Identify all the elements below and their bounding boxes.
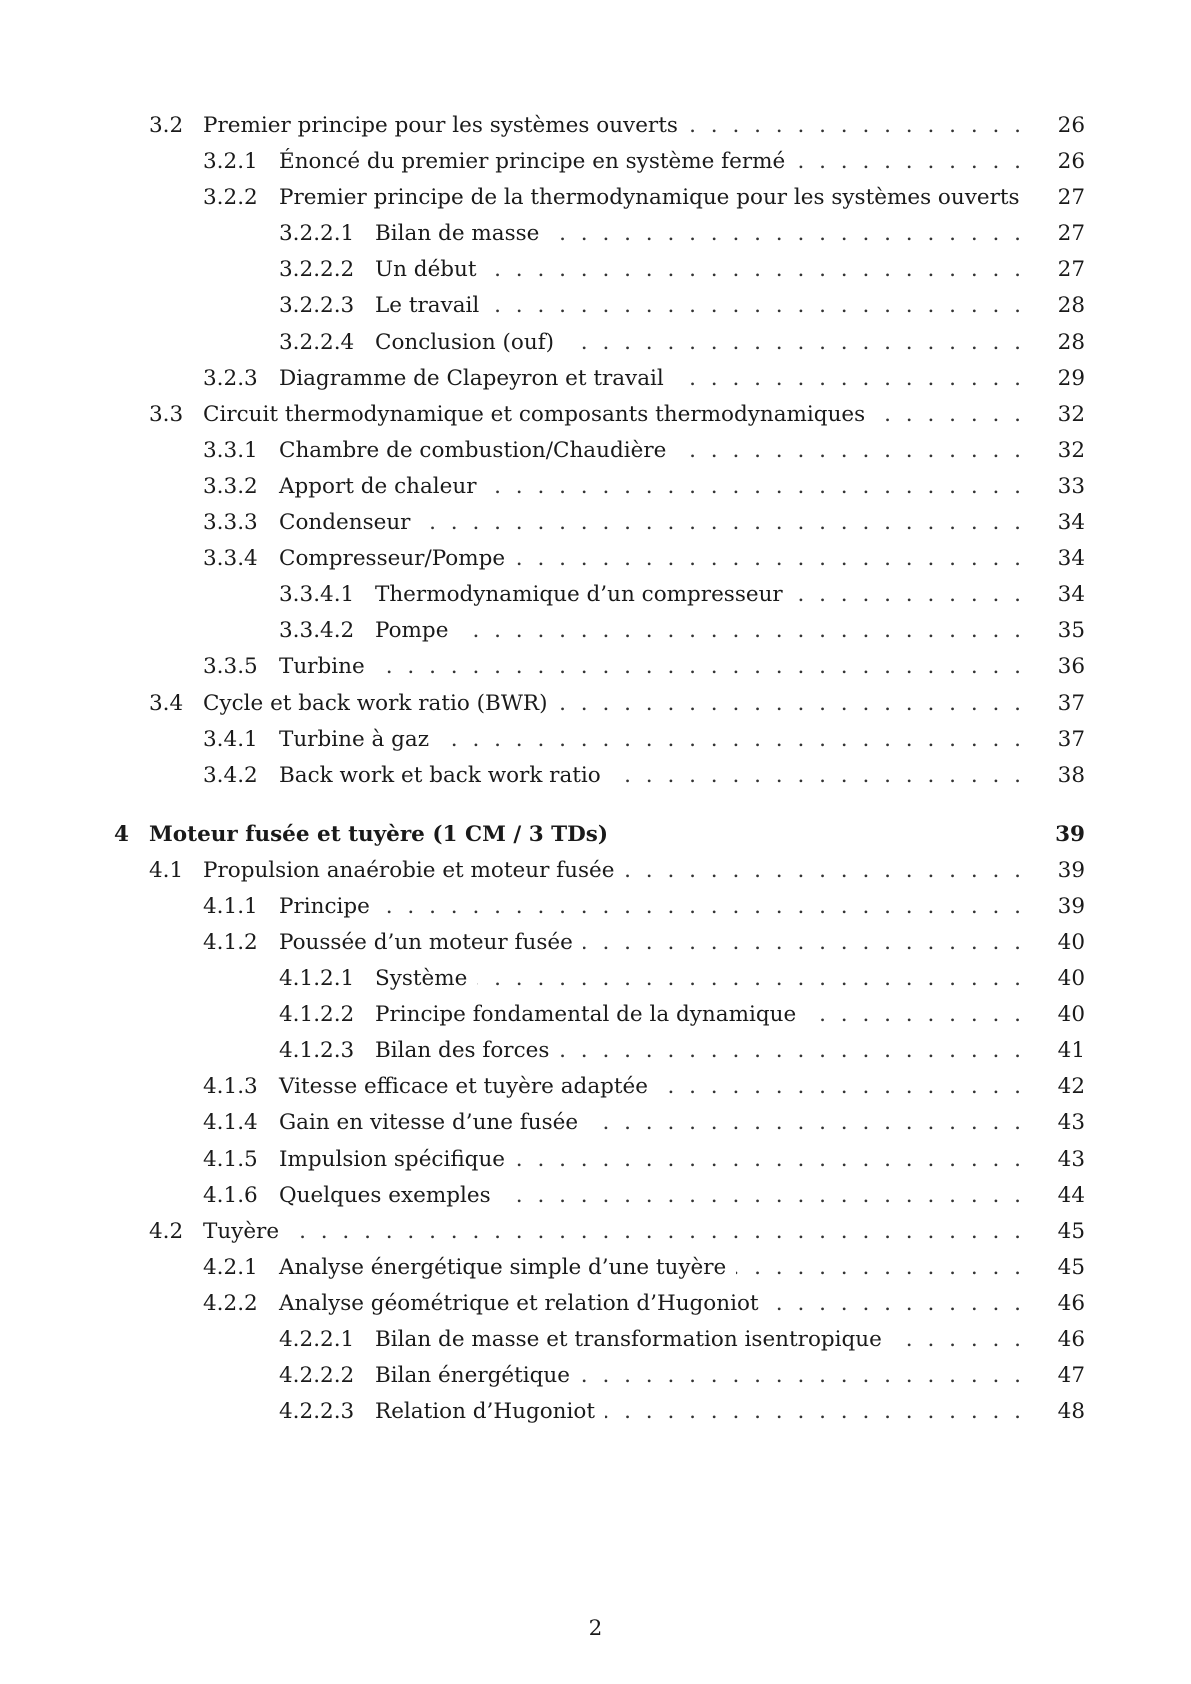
toc-dot-leader (375, 649, 1021, 685)
toc-entry-page: 26 (1045, 108, 1085, 144)
toc-entry[interactable] (0, 997, 1191, 1033)
toc-entry[interactable] (0, 1358, 1191, 1394)
toc-entry-page: 40 (1045, 961, 1085, 997)
toc-dot-leader (605, 1394, 1021, 1430)
toc-entry-page: 34 (1045, 541, 1085, 577)
toc-entry-title: Cycle et back work ratio (BWR) (203, 686, 554, 722)
toc-dot-leader (549, 216, 1021, 252)
toc-dot-leader (875, 397, 1021, 433)
toc-entry[interactable] (0, 325, 1191, 361)
toc-entry-number: 4.2.1 (203, 1254, 258, 1280)
toc-entry-page: 27 (1045, 180, 1085, 216)
toc-dot-leader (769, 1286, 1021, 1322)
toc-entry-page: 40 (1045, 925, 1085, 961)
toc-dot-leader (892, 1322, 1021, 1358)
toc-entry-title: Back work et back work ratio (279, 758, 607, 794)
toc-dot-leader (674, 361, 1021, 397)
toc-entry[interactable] (0, 397, 1191, 433)
toc-entry-title: Analyse géométrique et relation d’Hugoniot (279, 1286, 765, 1322)
toc-entry-number: 3.4.2 (203, 762, 258, 788)
toc-entry-title: Pompe (375, 613, 454, 649)
toc-entry-page: 35 (1045, 613, 1085, 649)
toc-entry-page: 42 (1045, 1069, 1085, 1105)
toc-entry-number: 4.1.1 (203, 893, 258, 919)
toc-entry-title: Conclusion (ouf) (375, 325, 560, 361)
toc-entry[interactable] (0, 925, 1191, 961)
toc-entry-page: 47 (1045, 1358, 1085, 1394)
toc-entry[interactable] (0, 1142, 1191, 1178)
toc-entry-number: 4.1.4 (203, 1110, 258, 1136)
toc-entry-number: 3.2.2.1 (279, 221, 355, 247)
toc-entry-number: 4.1.6 (203, 1182, 258, 1208)
toc-entry[interactable] (0, 577, 1191, 613)
toc-entry-page: 37 (1045, 686, 1085, 722)
toc-entry[interactable] (0, 722, 1191, 758)
toc-dot-leader (289, 1214, 1021, 1250)
toc-entry-page: 34 (1045, 505, 1085, 541)
toc-entry-number: 4.1.2 (203, 929, 258, 955)
toc-entry[interactable] (0, 816, 1191, 853)
toc-entry-page: 39 (1045, 889, 1085, 925)
toc-entry-number: 3.2.2.2 (279, 257, 355, 283)
toc-dot-leader (487, 252, 1021, 288)
toc-entry-number: 3.2.2 (203, 185, 258, 211)
toc-dot-leader (793, 577, 1021, 613)
toc-dot-leader (624, 853, 1021, 889)
toc-entry-number: 4.1.2.3 (279, 1038, 355, 1064)
toc-entry-title: Relation d’Hugoniot (375, 1394, 601, 1430)
toc-entry-title: Un début (375, 252, 483, 288)
toc-entry-page: 39 (1045, 816, 1085, 853)
toc-entry-title: Moteur fusée et tuyère (1 CM / 3 TDs) (149, 816, 614, 853)
toc-entry-number: 4.2.2.2 (279, 1363, 355, 1389)
toc-entry-page: 26 (1045, 144, 1085, 180)
page-number: 2 (588, 1616, 603, 1641)
toc-entry-number: 3.2.2.4 (279, 329, 355, 355)
toc-entry-page: 46 (1045, 1322, 1085, 1358)
toc-entry-page: 29 (1045, 361, 1085, 397)
toc-entry-title: Condenseur (279, 505, 416, 541)
toc-entry[interactable] (0, 505, 1191, 541)
toc-entry[interactable] (0, 1286, 1191, 1322)
toc-dot-leader (439, 722, 1021, 758)
toc-dot-leader (795, 144, 1021, 180)
toc-entry-number: 3.2.1 (203, 149, 258, 175)
toc-dot-leader (588, 1105, 1021, 1141)
toc-dot-leader (558, 686, 1021, 722)
toc-entry-page: 33 (1045, 469, 1085, 505)
toc-entry-title: Propulsion anaérobie et moteur fusée (203, 853, 620, 889)
toc-entry[interactable] (0, 288, 1191, 324)
toc-entry-page: 28 (1045, 325, 1085, 361)
toc-entry-number: 4.1.3 (203, 1074, 258, 1100)
toc-entry-title: Apport de chaleur (279, 469, 483, 505)
toc-entry[interactable] (0, 1105, 1191, 1141)
table-of-contents (0, 108, 1191, 1430)
toc-entry-page: 34 (1045, 577, 1085, 613)
toc-entry-title: Turbine à gaz (279, 722, 435, 758)
toc-entry[interactable] (0, 144, 1191, 180)
toc-dot-leader (515, 1142, 1021, 1178)
toc-entry-title: Vitesse efficace et tuyère adaptée (279, 1069, 654, 1105)
toc-entry-page: 46 (1045, 1286, 1085, 1322)
toc-entry-title: Impulsion spécifique (279, 1142, 511, 1178)
toc-dot-leader (477, 961, 1021, 997)
toc-entry-page: 32 (1045, 433, 1085, 469)
toc-entry-number: 3.2.2.3 (279, 293, 355, 319)
toc-entry-number: 4 (114, 821, 129, 847)
toc-dot-leader (676, 433, 1021, 469)
toc-entry-number: 3.2 (149, 113, 184, 138)
toc-entry[interactable] (0, 853, 1191, 889)
toc-entry-title: Principe (279, 889, 376, 925)
toc-dot-leader (489, 288, 1021, 324)
toc-entry[interactable] (0, 180, 1191, 216)
toc-entry-page: 41 (1045, 1033, 1085, 1069)
toc-entry[interactable] (0, 1069, 1191, 1105)
toc-entry[interactable] (0, 433, 1191, 469)
toc-entry-page: 43 (1045, 1105, 1085, 1141)
toc-entry-number: 4.1.5 (203, 1146, 258, 1172)
toc-entry-number: 4.2.2.3 (279, 1399, 355, 1425)
toc-entry-number: 3.3.1 (203, 437, 258, 463)
toc-dot-leader (564, 325, 1021, 361)
toc-entry[interactable] (0, 252, 1191, 288)
toc-entry-number: 3.3.5 (203, 654, 258, 680)
toc-dot-leader (736, 1250, 1021, 1286)
toc-entry-title: Poussée d’un moteur fusée (279, 925, 579, 961)
toc-entry-title: Premier principe pour les systèmes ouverts (203, 108, 684, 144)
toc-entry-number: 4.2.2 (203, 1290, 258, 1316)
toc-entry-title: Turbine (279, 649, 371, 685)
toc-entry-number: 3.3 (149, 401, 184, 427)
toc-entry-title: Le travail (375, 288, 485, 324)
toc-entry-page: 32 (1045, 397, 1085, 433)
toc-entry-page: 37 (1045, 722, 1085, 758)
toc-entry-title: Premier principe de la thermodynamique pour les systèmes ouverts (279, 180, 1026, 216)
toc-entry-title: Quelques exemples (279, 1178, 497, 1214)
toc-dot-leader (380, 889, 1021, 925)
toc-entry[interactable] (0, 541, 1191, 577)
toc-entry[interactable] (0, 649, 1191, 685)
toc-entry[interactable] (0, 613, 1191, 649)
toc-entry-page: 45 (1045, 1250, 1085, 1286)
toc-dot-leader (806, 997, 1021, 1033)
toc-entry[interactable] (0, 1394, 1191, 1430)
toc-entry-title: Analyse énergétique simple d’une tuyère (279, 1250, 732, 1286)
toc-dot-leader (420, 505, 1021, 541)
toc-entry-title: Bilan énergétique (375, 1358, 576, 1394)
toc-entry[interactable] (0, 469, 1191, 505)
toc-entry-title: Diagramme de Clapeyron et travail (279, 361, 670, 397)
toc-entry-page: 28 (1045, 288, 1085, 324)
toc-entry[interactable] (0, 1322, 1191, 1358)
toc-entry-number: 4.1.2.1 (279, 966, 355, 992)
toc-entry-title: Chambre de combustion/Chaudière (279, 433, 672, 469)
toc-entry-number: 4.2.2.1 (279, 1327, 355, 1352)
toc-entry-page: 43 (1045, 1142, 1085, 1178)
toc-entry[interactable] (0, 758, 1191, 794)
toc-dot-leader (559, 1033, 1021, 1069)
toc-entry-title: Bilan des forces (375, 1033, 555, 1069)
toc-dot-leader (515, 541, 1021, 577)
toc-entry-title: Principe fondamental de la dynamique (375, 997, 802, 1033)
toc-entry-page: 39 (1045, 853, 1085, 889)
toc-entry-page: 40 (1045, 997, 1085, 1033)
toc-entry-number: 3.3.4 (203, 546, 258, 572)
toc-entry-title: Bilan de masse et transformation isentropique (375, 1322, 888, 1358)
toc-entry-page: 48 (1045, 1394, 1085, 1430)
toc-entry-page: 36 (1045, 649, 1085, 685)
toc-entry-number: 4.1.2.2 (279, 1002, 355, 1028)
toc-entry-title: Thermodynamique d’un compresseur (375, 577, 789, 613)
toc-entry-title: Compresseur/Pompe (279, 541, 511, 577)
toc-entry[interactable] (0, 889, 1191, 925)
toc-entry[interactable] (0, 216, 1191, 252)
toc-dot-leader (580, 1358, 1021, 1394)
toc-entry[interactable] (0, 361, 1191, 397)
toc-entry-page: 45 (1045, 1214, 1085, 1250)
toc-entry-title: Tuyère (203, 1214, 285, 1250)
toc-entry[interactable] (0, 686, 1191, 722)
toc-entry-title: Gain en vitesse d’une fusée (279, 1105, 584, 1141)
toc-dot-leader (501, 1178, 1021, 1214)
toc-entry-number: 3.3.4.2 (279, 618, 355, 644)
toc-entry-number: 3.2.3 (203, 365, 258, 391)
toc-entry-page: 27 (1045, 252, 1085, 288)
toc-dot-leader (688, 108, 1021, 144)
toc-entry[interactable] (0, 961, 1191, 997)
toc-entry-number: 4.1 (149, 857, 184, 883)
toc-entry-title: Énoncé du premier principe en système fermé (279, 144, 791, 180)
toc-entry-number: 3.3.3 (203, 510, 258, 536)
toc-entry-number: 3.3.4.1 (279, 582, 355, 608)
toc-entry-number: 3.3.2 (203, 473, 258, 499)
toc-dot-leader (611, 758, 1021, 794)
toc-entry-page: 27 (1045, 216, 1085, 252)
toc-entry-number: 3.4 (149, 690, 184, 716)
toc-dot-leader (487, 469, 1021, 505)
toc-entry-title: Circuit thermodynamique et composants thermodynamiques (203, 397, 871, 433)
toc-dot-leader (458, 613, 1021, 649)
toc-entry-title: Bilan de masse (375, 216, 545, 252)
toc-entry[interactable] (0, 1250, 1191, 1286)
toc-entry-title: Système (375, 961, 473, 997)
toc-entry-page: 44 (1045, 1178, 1085, 1214)
toc-entry[interactable] (0, 1178, 1191, 1214)
toc-dot-leader (583, 925, 1021, 961)
toc-entry[interactable] (0, 1214, 1191, 1250)
toc-dot-leader (658, 1069, 1021, 1105)
toc-entry-page: 38 (1045, 758, 1085, 794)
toc-entry-number: 3.4.1 (203, 726, 258, 752)
toc-entry[interactable] (0, 108, 1191, 144)
toc-entry[interactable] (0, 1033, 1191, 1069)
toc-entry-number: 4.2 (149, 1218, 184, 1244)
